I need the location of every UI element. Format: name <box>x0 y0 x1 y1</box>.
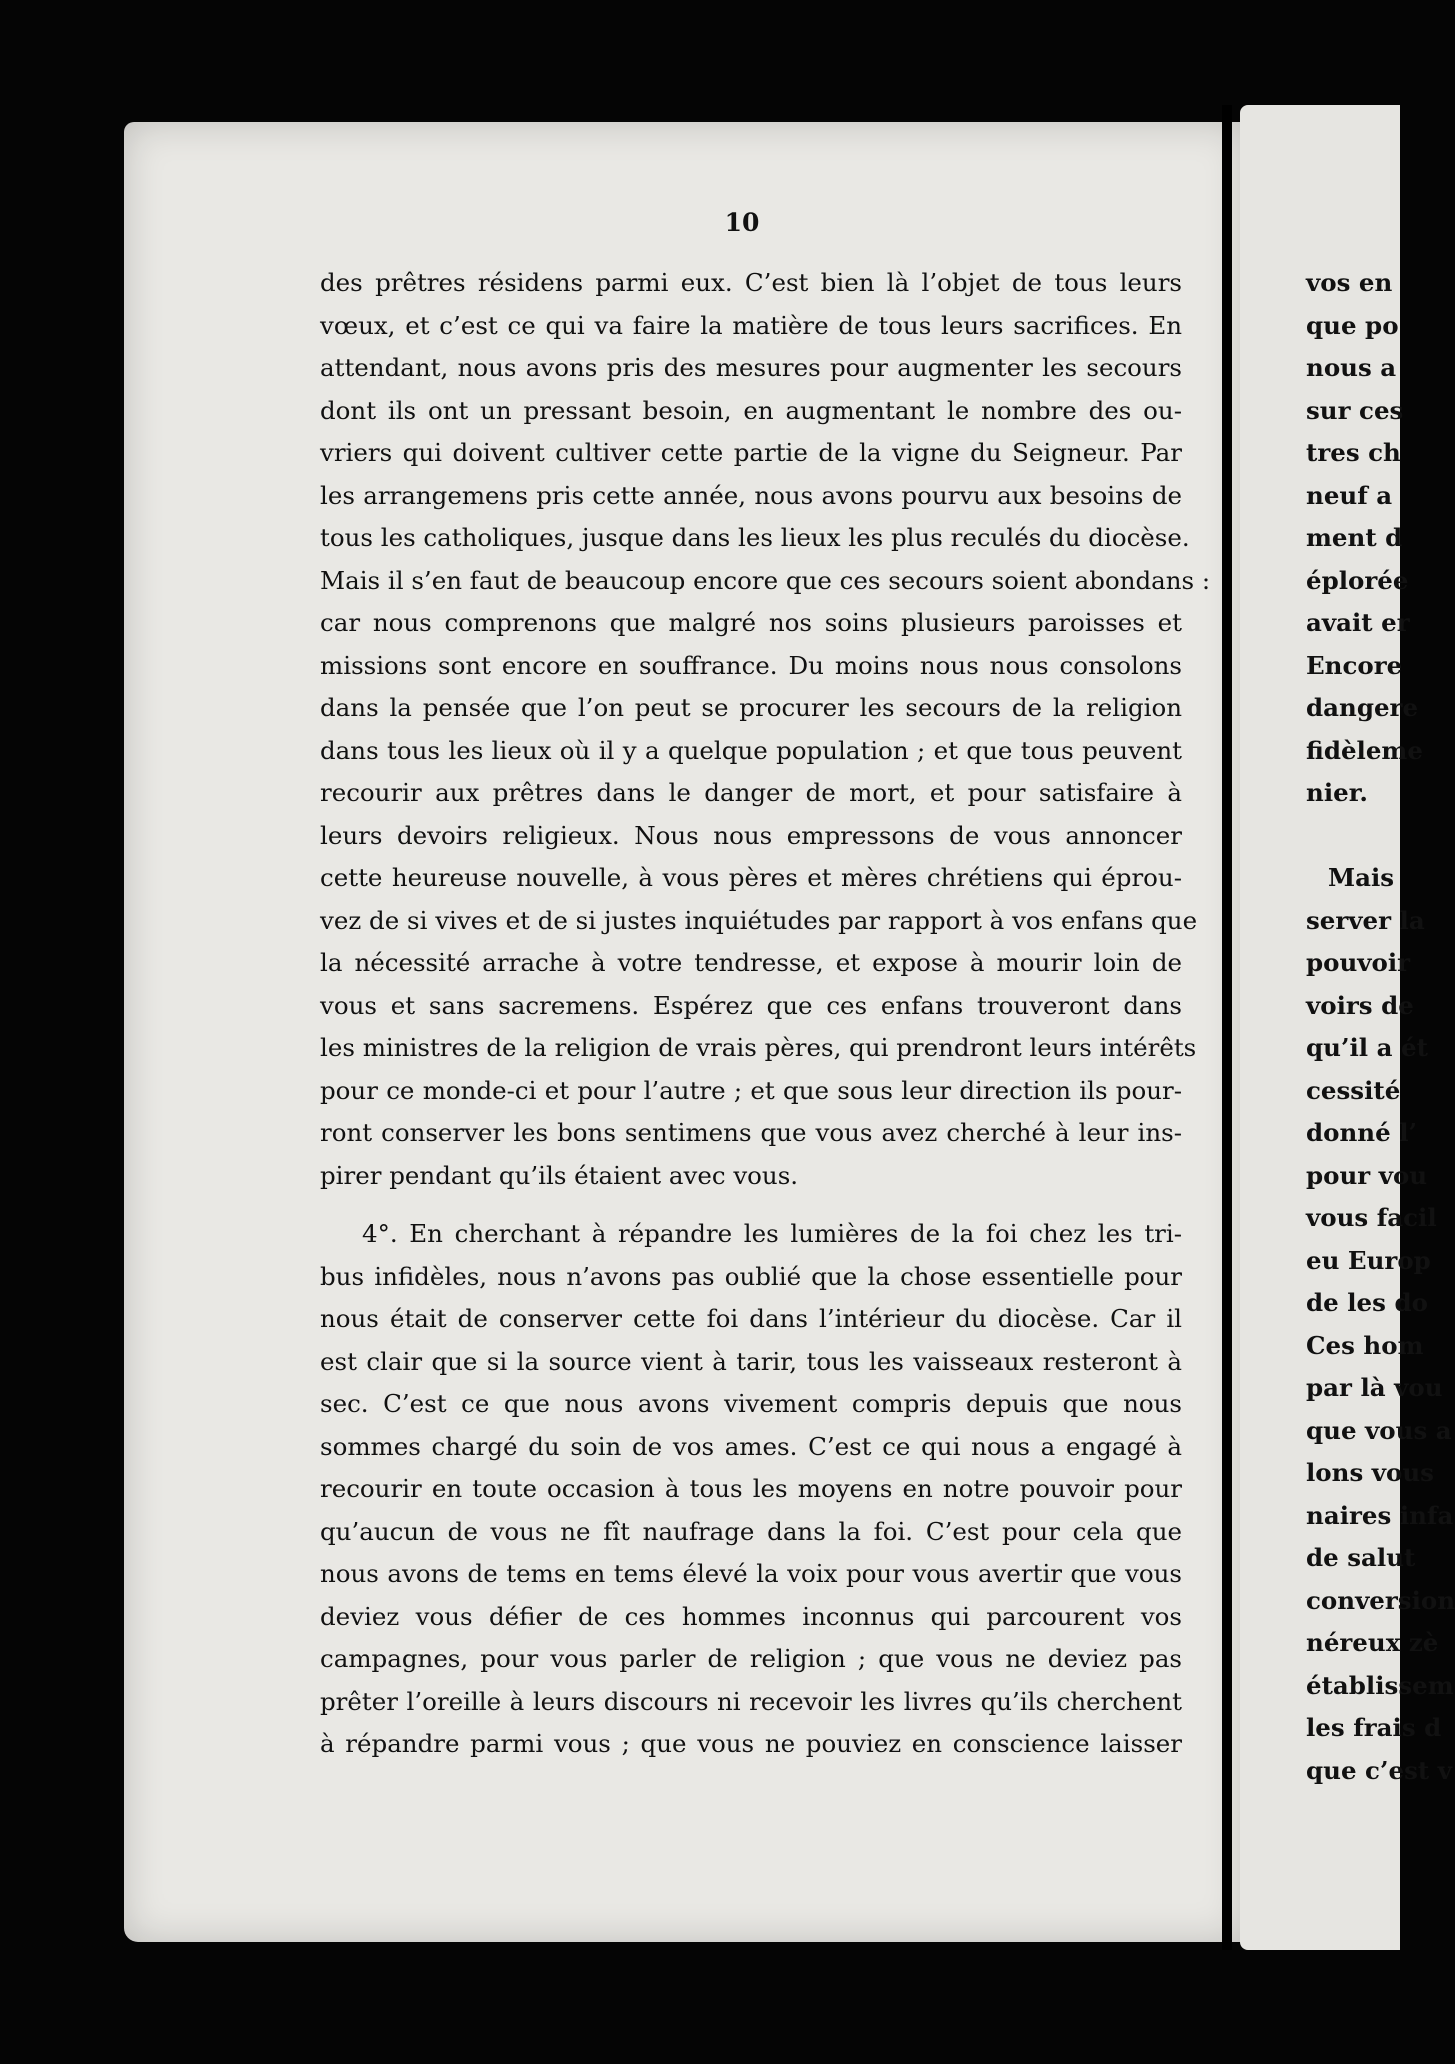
text-line: les arrangemens pris cette année, nous avons pourvu aux besoins de <box>320 480 1182 510</box>
text-line: bus infidèles, nous n’avons pas oublié que la chose essentielle pour <box>320 1261 1182 1291</box>
text-line: leurs devoirs religieux. Nous nous empressons de vous annoncer <box>320 820 1182 850</box>
text-line: prêter l’oreille à leurs discours ni recevoir les livres qu’ils cherchent <box>320 1686 1182 1716</box>
text-line: vos en <box>1306 268 1393 297</box>
text-line: nous était de conserver cette foi dans l’intérieur du diocèse. Car il <box>320 1304 1182 1333</box>
text-line: à répandre parmi vous ; que vous ne pouviez en conscience laisser <box>320 1729 1182 1758</box>
text-line: tres ch <box>1306 438 1401 467</box>
text-line: 4°. En cherchant à répandre les lumières de la foi chez les tri- <box>362 1219 1182 1248</box>
text-line: cette heureuse nouvelle, à vous pères et mères chrétiens qui éprou- <box>320 863 1182 892</box>
text-line: deviez vous défier de ces hommes inconnus qui parcourent vos <box>320 1601 1182 1631</box>
text-line: pouvoir <box>1306 948 1411 977</box>
text-line: la nécessité arrache à votre tendresse, et expose à mourir loin de <box>320 948 1182 977</box>
text-line: sommes chargé du soin de vos ames. C’est ce qui nous a engagé à <box>320 1431 1182 1461</box>
paragraph-1 <box>320 262 1211 1197</box>
text-line: de salut <box>1306 1543 1416 1572</box>
text-line: pour ce monde-ci et pour l’autre ; et que sous leur direction ils pour- <box>320 1075 1182 1105</box>
text-line: établissem <box>1306 1670 1454 1700</box>
page-gutter <box>1222 105 1232 1950</box>
text-line: sur ces <box>1306 395 1404 425</box>
text-line: avait er <box>1306 608 1410 637</box>
text-line: vœux, et c’est ce qui va faire la matière de tous leurs sacrifices. En <box>320 310 1182 340</box>
paragraph-2 <box>320 1213 1182 1766</box>
text-line: eu Europ <box>1306 1245 1431 1275</box>
text-line <box>1306 815 1426 858</box>
text-line: campagnes, pour vous parler de religion ; que vous ne deviez pas <box>320 1644 1182 1673</box>
text-line: car nous comprenons que malgré nos soins plusieurs paroisses et <box>320 608 1182 637</box>
text-line: de les do <box>1306 1288 1428 1317</box>
text-line: conversion <box>1306 1585 1455 1615</box>
text-line: que vous a <box>1306 1415 1452 1445</box>
text-line: vriers qui doivent cultiver cette partie de la vigne du Seigneur. Par <box>320 438 1182 467</box>
right-page-text <box>1306 262 1455 1792</box>
text-line: par là vou <box>1306 1373 1443 1402</box>
text-line: recourir aux prêtres dans le danger de mort, et pour satisfaire à <box>320 778 1182 807</box>
text-line: pour vou <box>1306 1160 1428 1190</box>
text-line: Mais il s’en faut de beaucoup encore que ces secours soient abondans : <box>320 565 1211 595</box>
text-line: server la <box>1306 905 1425 935</box>
text-line: voirs de <box>1306 990 1414 1020</box>
text-line: naires infa <box>1306 1500 1454 1530</box>
text-line: les frais d <box>1306 1713 1442 1742</box>
text-line: dont ils ont un pressant besoin, en augmentant le nombre des ou- <box>320 395 1182 425</box>
text-line: nier. <box>1306 778 1368 807</box>
text-line: ment d <box>1306 523 1403 552</box>
text-line: des prêtres résidens parmi eux. C’est bien là l’objet de tous leurs <box>320 268 1182 297</box>
text-line: fidèleme <box>1306 735 1423 765</box>
text-line: cessité <box>1306 1075 1401 1105</box>
text-line: nous a <box>1306 353 1397 382</box>
text-line: vez de si vives et de si justes inquiétudes par rapport à vos enfans que <box>320 905 1198 935</box>
text-line: attendant, nous avons pris des mesures pour augmenter les secours <box>320 353 1182 382</box>
text-line: dangere <box>1306 693 1419 722</box>
text-line: vous et sans sacremens. Espérez que ces enfans trouveront dans <box>320 990 1182 1020</box>
text-line: recourir en toute occasion à tous les moyens en notre pouvoir pour <box>320 1474 1182 1503</box>
text-line: ront conserver les bons sentimens que vous avez cherché à leur ins- <box>320 1118 1182 1147</box>
text-line: que c’est v <box>1306 1755 1452 1785</box>
text-line: Encore <box>1306 650 1403 680</box>
text-line: dans tous les lieux où il y a quelque population ; et que tous peuvent <box>320 735 1182 765</box>
left-page-text <box>320 262 1211 1766</box>
text-line: donné l’ <box>1306 1118 1418 1147</box>
text-line: missions sont encore en souffrance. Du moins nous nous consolons <box>320 650 1182 680</box>
text-line: neuf a <box>1306 480 1393 510</box>
text-line: lons vous <box>1306 1458 1434 1487</box>
text-line: est clair que si la source vient à tarir, tous les vaisseaux resteront à <box>320 1346 1182 1376</box>
text-line: Mais <box>1328 863 1395 892</box>
text-line: qu’aucun de vous ne fît naufrage dans la foi. C’est pour cela que <box>320 1516 1182 1546</box>
text-line: sec. C’est ce que nous avons vivement compris depuis que nous <box>320 1389 1182 1418</box>
text-line: Ces hom <box>1306 1330 1424 1360</box>
text-line: qu’il a ét <box>1306 1033 1428 1062</box>
text-line: néreux zè <box>1306 1628 1439 1657</box>
text-line: dans la pensée que l’on peut se procurer les secours de la religion <box>320 693 1182 722</box>
page-number: 10 <box>724 208 760 237</box>
text-line: les ministres de la religion de vrais pères, qui prendront leurs intérêts <box>320 1033 1197 1062</box>
text-line: vous facil <box>1306 1203 1437 1232</box>
text-line: pirer pendant qu’ils étaient avec vous. <box>320 1160 799 1190</box>
text-line: nous avons de tems en tems élevé la voix pour vous avertir que vous <box>320 1559 1182 1588</box>
text-line: que po <box>1306 310 1399 340</box>
text-line: tous les catholiques, jusque dans les lieux les plus reculés du diocèse. <box>320 523 1190 552</box>
text-line: éplorée <box>1306 565 1409 595</box>
paragraph-gap <box>320 1197 1182 1213</box>
